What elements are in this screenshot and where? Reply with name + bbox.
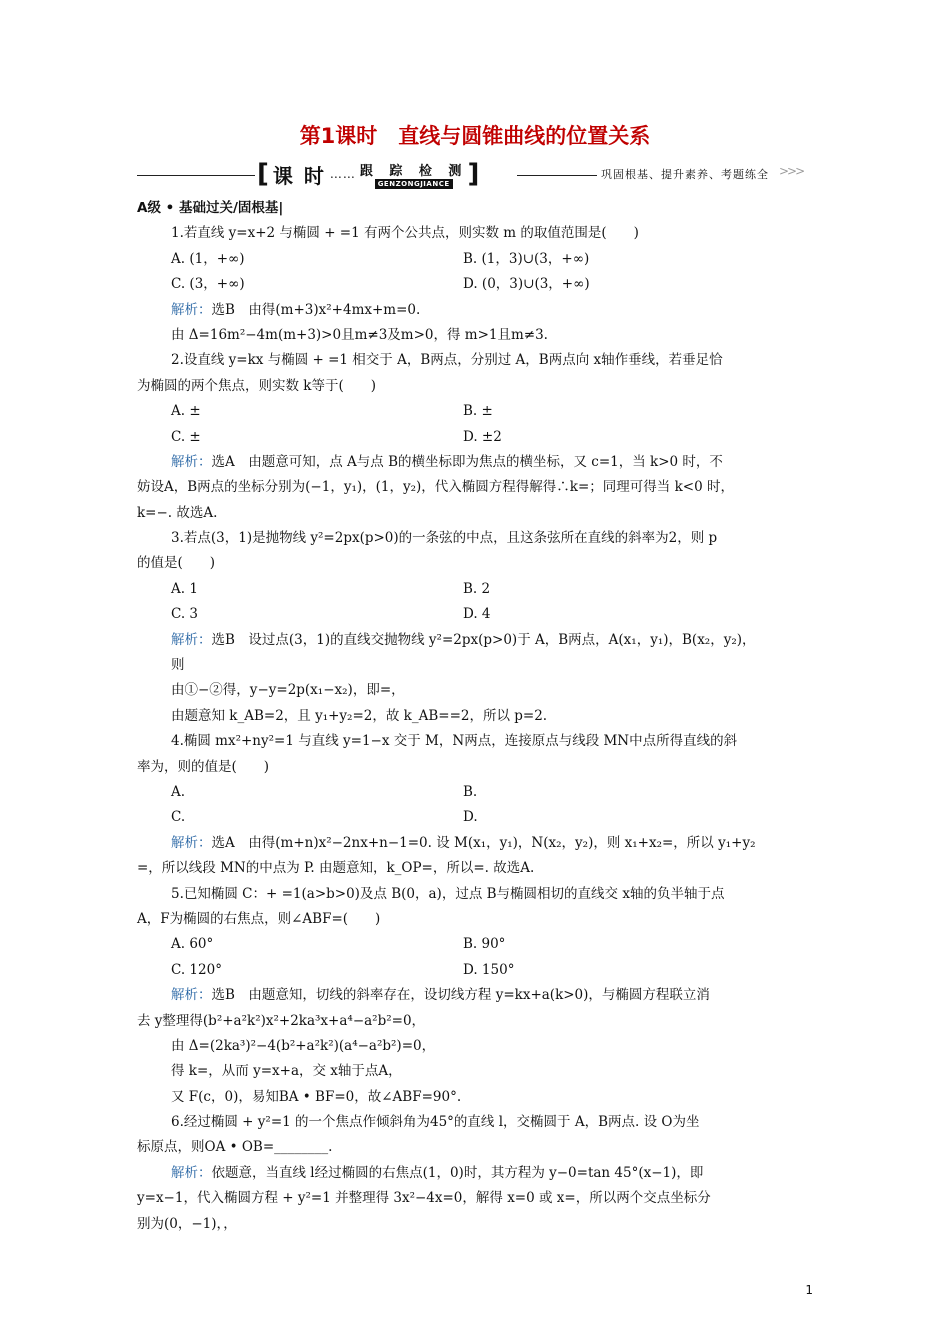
option-c: C. 3	[171, 606, 199, 623]
option-row	[137, 425, 817, 450]
banner-arrows-icon: >>>	[779, 164, 804, 178]
option-row	[137, 780, 817, 805]
solution-label: 解析：	[171, 834, 212, 851]
option-a: A. 60°	[171, 936, 214, 953]
text-line: 妨设A，B两点的坐标分别为(−1，y₁)，(1，y₂)，代入椭圆方程得解得∴k=；同理可得当 k<0 时，	[137, 479, 734, 496]
option-b: B.	[463, 783, 478, 800]
banner-subtitle-cn: 跟 踪 检 测	[359, 163, 468, 179]
solution-text: 选A 由题意可知，点 A与点 B的横坐标即为焦点的横坐标，又 c=1，当 k>0 时，不	[211, 453, 723, 470]
text-line: 4.椭圆 mx²+ny²=1 与直线 y=1−x 交于 M，N两点，连接原点与线段 MN中点所得直线的斜	[171, 733, 738, 750]
solution-line	[137, 298, 817, 323]
banner-subtitle-en: GENZONGJIANCE	[375, 179, 453, 189]
banner-slogan: 巩固根基、提升素养、考题练全	[601, 168, 769, 181]
banner-box	[257, 160, 479, 188]
option-b: B. (1，3)∪(3，+∞)	[463, 250, 590, 267]
banner-keyword: 课 时	[272, 163, 326, 188]
solution-label: 解析：	[171, 987, 212, 1004]
option-b: B. 90°	[463, 936, 506, 953]
text-line: =，所以线段 MN的中点为 P. 由题意知，k_OP=，所以=. 故选A.	[137, 860, 535, 877]
text-line: 1.若直线 y=x+2 与椭圆 + =1 有两个公共点，则实数 m 的取值范围是( )	[171, 225, 639, 242]
banner-bracket-left: [	[257, 159, 269, 189]
option-d: D. (0，3)∪(3，+∞)	[463, 276, 590, 293]
text-line: 由 Δ=(2ka³)²−4(b²+a²k²)(a⁴−a²b²)=0，	[171, 1037, 436, 1054]
option-row	[137, 399, 817, 424]
option-d: D. ±2	[463, 428, 502, 445]
solution-label: 解析：	[171, 301, 212, 318]
text-line: 3.若点(3，1)是抛物线 y²=2px(p>0)的一条弦的中点，且这条弦所在直线的斜率为2，则 p	[171, 530, 718, 547]
option-row	[137, 272, 817, 297]
solution-text: 选B 设过点(3，1)的直线交抛物线 y²=2px(p>0)于 A，B两点，A(x₁，y₁)，B(x₂，y₂)，	[211, 631, 756, 648]
banner-rule-left	[137, 175, 255, 176]
banner-subtitle	[360, 160, 468, 189]
text-line: 又 F(c，0)，易知BA • BF=0，故∠ABF=90°.	[171, 1088, 462, 1105]
level-label: A级 • 基础过关/固根基|	[137, 200, 284, 216]
option-b: B. 2	[463, 580, 491, 597]
page-title: 第1课时 直线与圆锥曲线的位置关系	[299, 124, 651, 148]
option-d: D.	[463, 809, 478, 826]
solution-line	[137, 450, 817, 475]
option-a: A. (1，+∞)	[171, 250, 245, 267]
banner-bracket-right: ]	[467, 159, 480, 189]
solution-line	[137, 983, 817, 1008]
option-a: A.	[171, 783, 186, 800]
solution-label: 解析：	[171, 453, 212, 470]
text-line: 则	[171, 657, 185, 674]
text-line: 由题意知 k_AB=2，且 y₁+y₂=2，故 k_AB==2，所以 p=2.	[171, 707, 548, 724]
text-line: k=−. 故选A.	[137, 504, 218, 521]
text-line: 别为(0，−1)，，	[137, 1215, 237, 1232]
text-line: 6.经过椭圆 + y²=1 的一个焦点作倾斜角为45°的直线 l，交椭圆于 A，B两点. 设 O为坐	[171, 1114, 700, 1131]
exercise-content	[137, 196, 817, 1237]
text-line: 由①−②得，y−y=2p(x₁−x₂)，即=，	[171, 682, 405, 699]
text-line: 的值是( )	[137, 555, 216, 572]
solution-text: 依题意，当直线 l经过椭圆的右焦点(1，0)时，其方程为 y−0=tan 45°(x−1)，即	[211, 1164, 704, 1181]
option-row	[137, 958, 817, 983]
option-a: A. 1	[171, 580, 198, 597]
section-banner	[137, 160, 817, 190]
text-line: y=x−1，代入椭圆方程 + y²=1 并整理得 3x²−4x=0，解得 x=0 或 x=，所以两个交点坐标分	[137, 1190, 711, 1207]
solution-line	[137, 628, 817, 653]
option-row	[137, 577, 817, 602]
solution-line	[137, 1161, 817, 1186]
text-line: A，F为椭圆的右焦点，则∠ABF=( )	[137, 910, 381, 927]
text-line: 得 k=，从而 y=x+a，交 x轴于点A，	[171, 1063, 402, 1080]
option-row	[137, 805, 817, 830]
option-b: B. ±	[463, 403, 493, 420]
option-a: A. ±	[171, 403, 201, 420]
option-c: C. (3，+∞)	[171, 276, 245, 293]
option-c: C. ±	[171, 428, 201, 445]
text-line: 去 y整理得(b²+a²k²)x²+2ka³x+a⁴−a²b²=0，	[137, 1012, 426, 1029]
solution-line	[137, 831, 817, 856]
banner-rule-mid	[517, 175, 597, 176]
text-line: 标原点，则OA • OB=________.	[137, 1139, 333, 1156]
text-line: 2.设直线 y=kx 与椭圆 + =1 相交于 A，B两点，分别过 A，B两点向 x轴作垂线，若垂足恰	[171, 352, 723, 369]
solution-text: 选B 由题意知，切线的斜率存在，设切线方程 y=kx+a(k>0)，与椭圆方程联立消	[211, 987, 710, 1004]
text-line: 5.已知椭圆 C：+ =1(a>b>0)及点 B(0，a)，过点 B与椭圆相切的直线交 x轴的负半轴于点	[171, 885, 725, 902]
option-row	[137, 247, 817, 272]
option-row	[137, 602, 817, 627]
option-c: C. 120°	[171, 961, 222, 978]
solution-label: 解析：	[171, 631, 212, 648]
page-number: 1	[805, 1283, 813, 1297]
text-line: 由 Δ=16m²−4m(m+3)>0且m≠3及m>0，得 m>1且m≠3.	[171, 326, 548, 343]
text-line: 为椭圆的两个焦点，则实数 k等于( )	[137, 377, 377, 394]
option-d: D. 150°	[463, 961, 515, 978]
solution-text: 选B 由得(m+3)x²+4mx+m=0.	[211, 301, 421, 318]
banner-dots: ……	[329, 167, 356, 181]
solution-label: 解析：	[171, 1164, 212, 1181]
option-c: C.	[171, 809, 186, 826]
option-d: D. 4	[463, 606, 491, 623]
option-row	[137, 932, 817, 957]
solution-text: 选A 由得(m+n)x²−2nx+n−1=0. 设 M(x₁，y₁)，N(x₂，y₂)，则 x₁+x₂=，所以 y₁+y₂	[211, 834, 756, 851]
text-line: 率为，则的值是( )	[137, 758, 270, 775]
